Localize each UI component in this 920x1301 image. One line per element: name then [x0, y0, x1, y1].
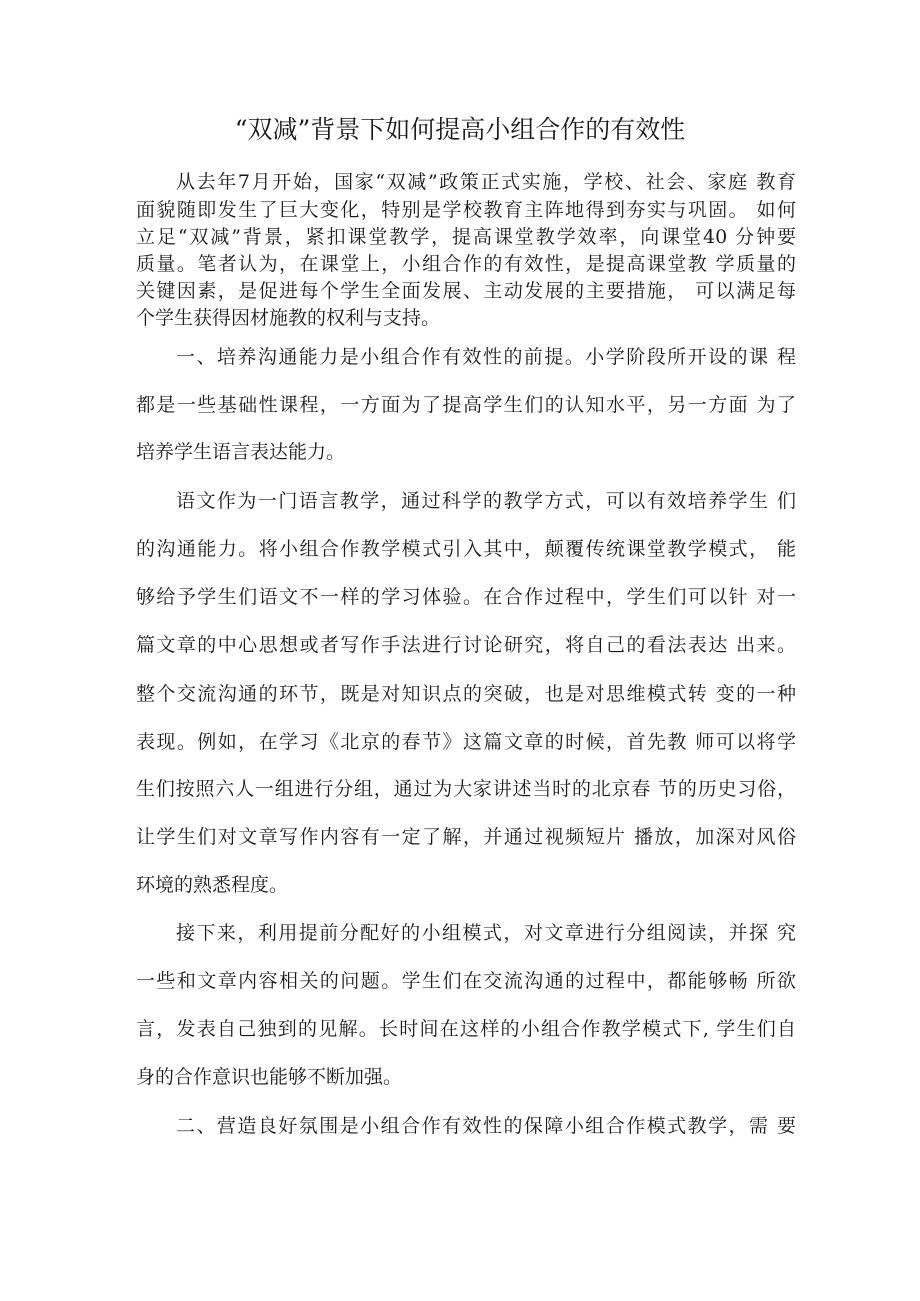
- paragraph-line: 生们按照六人一组进行分组，通过为大家讲述当时的北京春 节的历史习俗，: [136, 778, 796, 800]
- paragraph-line: 身的合作意识也能够不断加强。: [136, 1066, 403, 1088]
- paragraph-line: 整个交流沟通的环节，既是对知识点的突破，也是对思维模式转 变的一种: [136, 683, 796, 705]
- paragraph-line: 让学生们对文章写作内容有一定了解，并通过视频短片 播放，加深对风俗: [136, 826, 796, 848]
- paragraph-line: 言，发表自己独到的见解。长时间在这样的小组合作教学模式下, 学生们自: [136, 1018, 796, 1040]
- paragraph-line: 面貌随即发生了巨大变化，特别是学校教育主阵地得到夯实与巩固。 如何: [136, 199, 796, 221]
- paragraph-line: 篇文章的中心思想或者写作手法进行讨论研究，将自己的看法表达 出来。: [136, 634, 796, 656]
- paragraph-line: 培养学生语言表达能力。: [136, 441, 346, 463]
- paragraph-line: 够给予学生们语文不一样的学习体验。在合作过程中，学生们可以针 对一: [136, 586, 796, 608]
- paragraph-line: 质量。笔者认为，在课堂上，小组合作的有效性，是提高课堂教 学质量的: [136, 253, 796, 275]
- paragraph-line: 个学生获得因材施教的权利与支持。: [136, 307, 441, 329]
- paragraph-line: 表现。例如，在学习《北京的春节》这篇文章的时候，首先教 师可以将学: [136, 731, 796, 753]
- paragraph-line: 都是一些基础性课程，一方面为了提高学生们的认知水平，另一方面 为了: [136, 394, 796, 416]
- paragraph-line: 立足“双减”背景，紧扣课堂教学，提高课堂教学效率，向课堂40 分钟要: [136, 226, 796, 248]
- paragraph-line: 二、营造良好氛围是小组合作有效性的保障小组合作模式教学，需 要: [176, 1115, 796, 1137]
- paragraph-line: 环境的熟悉程度。: [136, 874, 289, 896]
- paragraph-line: 从去年7月开始，国家“双减”政策正式实施，学校、社会、家庭 教育: [176, 171, 796, 193]
- document-title: “双减”背景下如何提高小组合作的有效性: [234, 115, 686, 144]
- paragraph-line: 关键因素，是促进每个学生全面发展、主动发展的主要措施， 可以满足每: [136, 280, 796, 302]
- paragraph-line: 接下来，利用提前分配好的小组模式，对文章进行分组阅读，并探 究: [176, 922, 796, 944]
- paragraph-line: 一些和文章内容相关的问题。学生们在交流沟通的过程中，都能够畅 所欲: [136, 970, 796, 992]
- paragraph-line: 的沟通能力。将小组合作教学模式引入其中，颠覆传统课堂教学模式， 能: [136, 538, 796, 560]
- paragraph-line: 一、培养沟通能力是小组合作有效性的前提。小学阶段所开设的课 程: [176, 346, 796, 368]
- paragraph-line: 语文作为一门语言教学，通过科学的教学方式，可以有效培养学生 们: [176, 490, 796, 512]
